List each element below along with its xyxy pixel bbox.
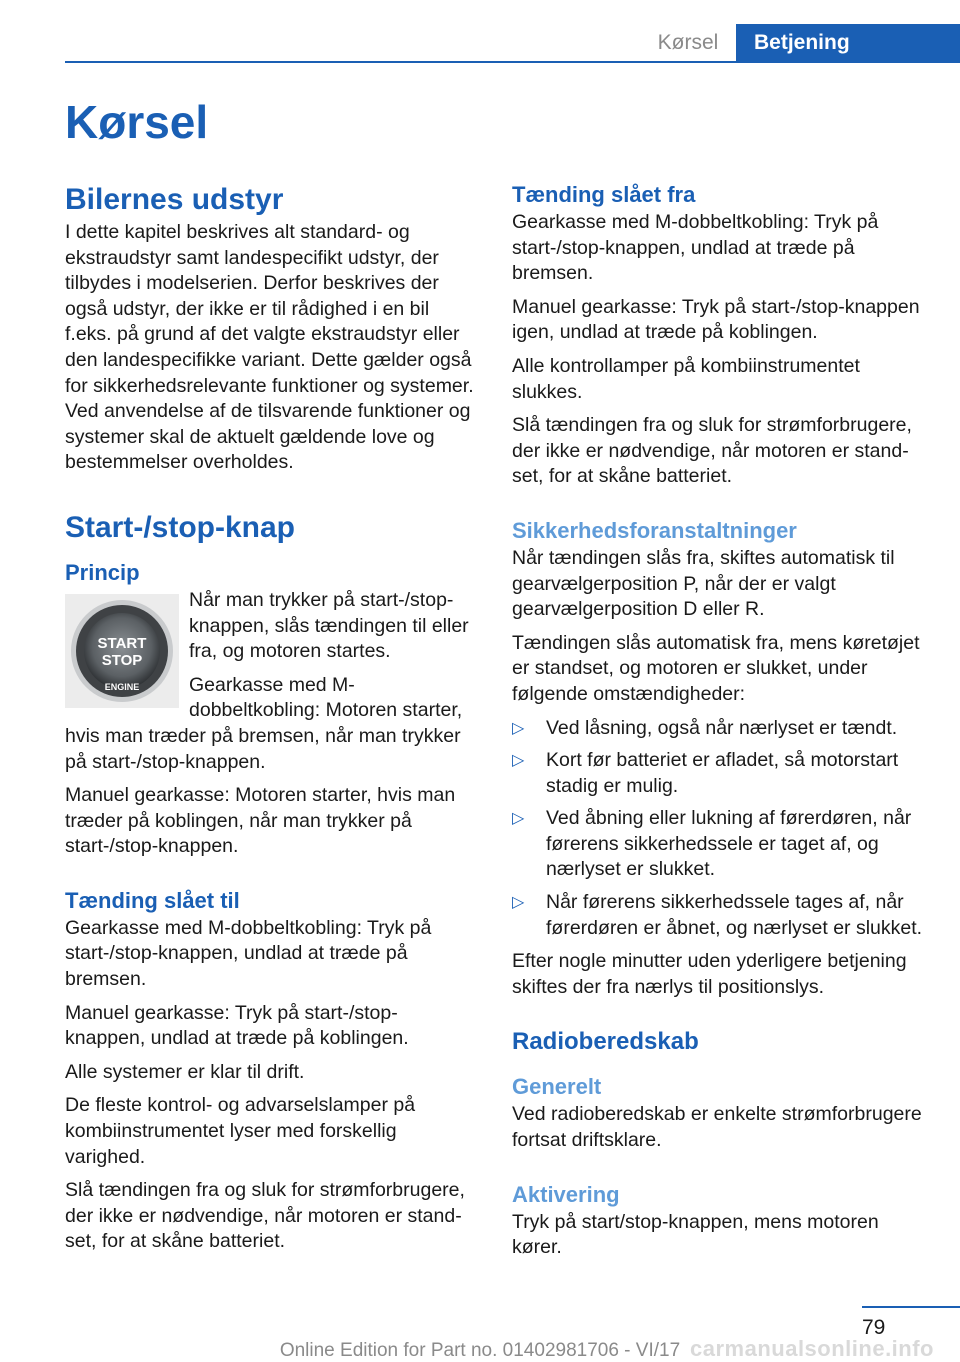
- header-rule: [65, 61, 960, 63]
- button-label-stop: STOP: [101, 651, 143, 669]
- list-item: ▷ Ved låsning, også når nærlyset er tændt.: [512, 716, 927, 742]
- paragraph-til-5: Slå tændingen fra og sluk for strømforbrugere, der ikke er nødvendige, når motoren er stand-set, for at skåne batteriet.: [65, 1179, 465, 1253]
- paragraph-princip-1: Når man trykker på start-/stop-knappen, slås tændingen til eller fra, og motoren startes.: [189, 588, 469, 663]
- heading-taending-slaaet-fra: Tænding slået fra: [512, 182, 696, 207]
- heading-start-stop-knap: Start-/stop-knap: [65, 510, 296, 544]
- heading-generelt: Generelt: [512, 1074, 602, 1100]
- paragraph-til-3: Alle systemer er klar til drift.: [65, 1060, 305, 1083]
- heading-radioberedskab: Radioberedskab: [512, 1028, 699, 1056]
- heading-sikkerhedsforanstaltninger: Sikkerhedsforanstaltninger: [512, 517, 797, 543]
- paragraph-fra-2: Manuel gearkasse: Tryk på start-/stop-knappen igen, undlad at træde på koblingen.: [512, 295, 920, 344]
- conditions-list: [512, 716, 927, 942]
- list-item: ▷ Når førerens sikkerhedssele tages af, når førerdøren er åbnet, og nærlyset er slukket.: [512, 891, 923, 939]
- page-header: [0, 24, 960, 62]
- heading-princip: Princip: [65, 559, 140, 585]
- start-stop-button-image: [65, 594, 179, 708]
- heading-taending-slaaet-til: Tænding slået til: [65, 887, 240, 913]
- header-tab-betjening[interactable]: Betjening: [736, 24, 960, 62]
- paragraph-sik-3: Efter nogle minutter uden yderligere betjening skiftes der fra nærlys til positionslys.: [512, 950, 907, 998]
- page-number: 79: [862, 1316, 886, 1339]
- heading-bilernes-udstyr: Bilernes udstyr: [65, 183, 284, 216]
- paragraph-bilernes-udstyr: I dette kapitel beskrives alt standard- og ekstraudstyr samt landespecifikt udstyr, der tilbydes i modelserien. Derfor beskrives der også udstyr, der ikke er til rådighed i en bil f.eks. på grund af det valgte ekstraudstyr eller den landespecifikke variant. Dette gælder også for sikkerhedsrelevante funktioner og systemer. Ved anvendelse af de tilsvarende funktioner og systemer skal de aktuelt gældende love og bestemmelser overholdes.: [65, 221, 474, 474]
- paragraph-til-2: Manuel gearkasse: Tryk på start-/stop-knappen, undlad at træde på koblingen.: [65, 1001, 409, 1050]
- heading-aktivering: Aktivering: [512, 1181, 620, 1207]
- footer-rule: [862, 1306, 960, 1308]
- paragraph-fra-1: Gearkasse med M-dobbeltkobling: Tryk på start-/stop-knappen, undlad at træde på bremsen.: [512, 211, 879, 285]
- list-item: ▷ Ved åbning eller lukning af førerdøren, når førerens sikkerhedssele er taget af, og nærlyset er slukket.: [512, 807, 912, 881]
- paragraph-aktivering: Tryk på start/stop-knappen, mens motoren kører.: [512, 1210, 879, 1259]
- paragraph-princip-2: Gearkasse med M-dobbeltkobling: Motoren starter, hvis man træder på bremsen, når man trykker på start-/stop-knappen.: [65, 673, 463, 773]
- button-label-engine: ENGINE: [104, 681, 140, 692]
- button-label-start: START: [97, 634, 147, 652]
- paragraph-princip-3: Manuel gearkasse: Motoren starter, hvis man træder på koblingen, når man trykker på start-/stop-knappen.: [65, 784, 456, 858]
- triangle-bullet-icon: ▷: [512, 719, 525, 737]
- chapter-title: Kørsel: [65, 96, 209, 148]
- paragraph-sik-1: Når tændingen slås fra, skiftes automatisk til gearvælgerposition P, når der er valgt gearvælgerposition D eller R.: [512, 546, 895, 621]
- right-column: [512, 180, 927, 1269]
- triangle-bullet-icon: ▷: [512, 810, 525, 828]
- paragraph-fra-3: Alle kontrollamper på kombiinstrumentet slukkes.: [512, 354, 860, 403]
- left-column: [65, 180, 477, 1263]
- watermark: carmanualsonline.info: [690, 1336, 934, 1361]
- triangle-bullet-icon: ▷: [512, 752, 525, 770]
- paragraph-generelt: Ved radioberedskab er enkelte strømforbrugere fortsat driftsklare.: [512, 1103, 922, 1152]
- paragraph-til-4: De fleste kontrol- og advarselslamper på kombiinstrumentet lyser med forskellig varighed.: [65, 1094, 416, 1168]
- edition-note: Online Edition for Part no. 01402981706 - VI/17: [279, 1340, 681, 1361]
- list-item: ▷ Kort før batteriet er afladet, så motorstart stadig er mulig.: [512, 749, 899, 797]
- header-tab-korsel[interactable]: Kørsel: [657, 31, 719, 54]
- paragraph-sik-2: Tændingen slås automatisk fra, mens køretøjet er standset, og motoren er slukket, under følgende omstændigheder:: [512, 631, 920, 705]
- start-stop-engine-icon: [69, 598, 175, 704]
- paragraph-til-1: Gearkasse med M-dobbeltkobling: Tryk på start-/stop-knappen, undlad at træde på bremsen.: [65, 916, 432, 991]
- triangle-bullet-icon: ▷: [512, 894, 525, 912]
- paragraph-fra-4: Slå tændingen fra og sluk for strømforbrugere, der ikke er nødvendige, når motoren er stand-set, for at skåne batteriet.: [512, 414, 912, 488]
